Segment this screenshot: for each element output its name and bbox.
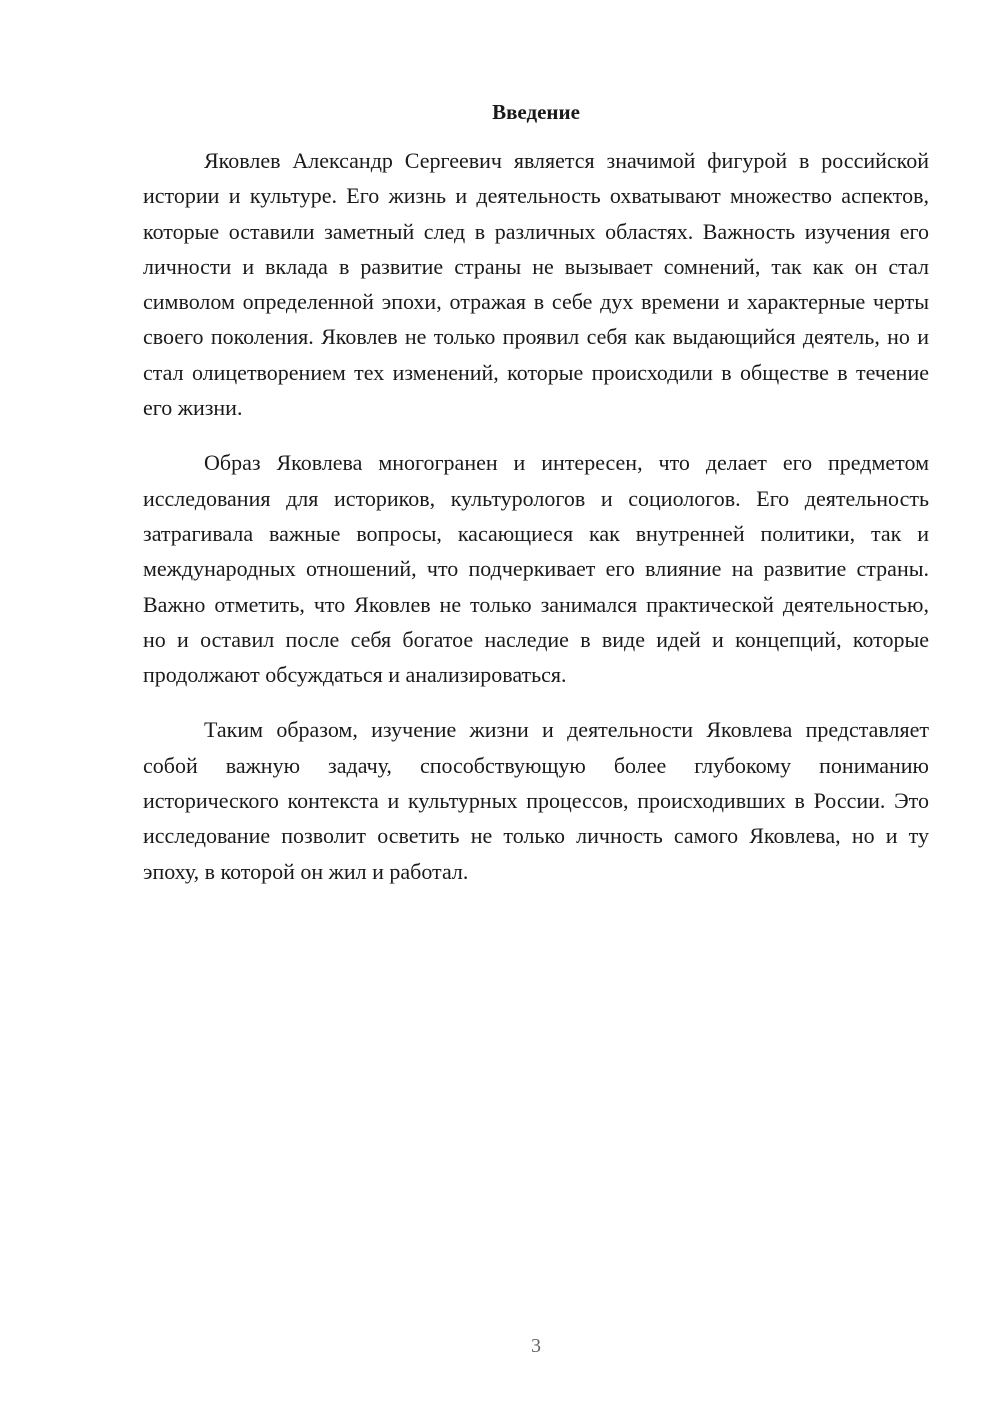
paragraph-3: Таким образом, изучение жизни и деятельности Яковлева представляет собой важную задачу, способствующую более глубокому пониманию исторического контекста и культурных процессов, происходивших в России. Это исследование позволит осветить не только личность самого Яковлева, но и ту эпоху, в которой он жил и работал. [143, 717, 929, 884]
paragraph-1: Яковлев Александр Сергеевич является значимой фигурой в российской истории и культуре. Его жизнь и деятельность охватывают множество аспектов, которые оставили заметный след в различных областях. Важность изучения его личности и вклада в развитие страны не вызывает сомнений, так как он стал символом определенной эпохи, отражая в себе дух времени и характерные черты своего поколения. Яковлев не только проявил себя как выдающийся деятель, но и стал олицетворением тех изменений, которые происходили в обществе в течение его жизни. [143, 148, 929, 421]
section-heading: Введение [492, 100, 580, 124]
page-number: 3 [531, 1335, 541, 1357]
paragraph-2: Образ Яковлева многогранен и интересен, что делает его предметом исследования для историков, культурологов и социологов. Его деятельность затрагивала важные вопросы, касающиеся как внутренней политики, так и международных отношений, что подчеркивает его влияние на развитие страны. Важно отметить, что Яковлев не только занимался практической деятельностью, но и оставил после себя богатое наследие в виде идей и концепций, которые продолжают обсуждаться и анализироваться. [143, 450, 929, 688]
body-text [143, 143, 929, 909]
